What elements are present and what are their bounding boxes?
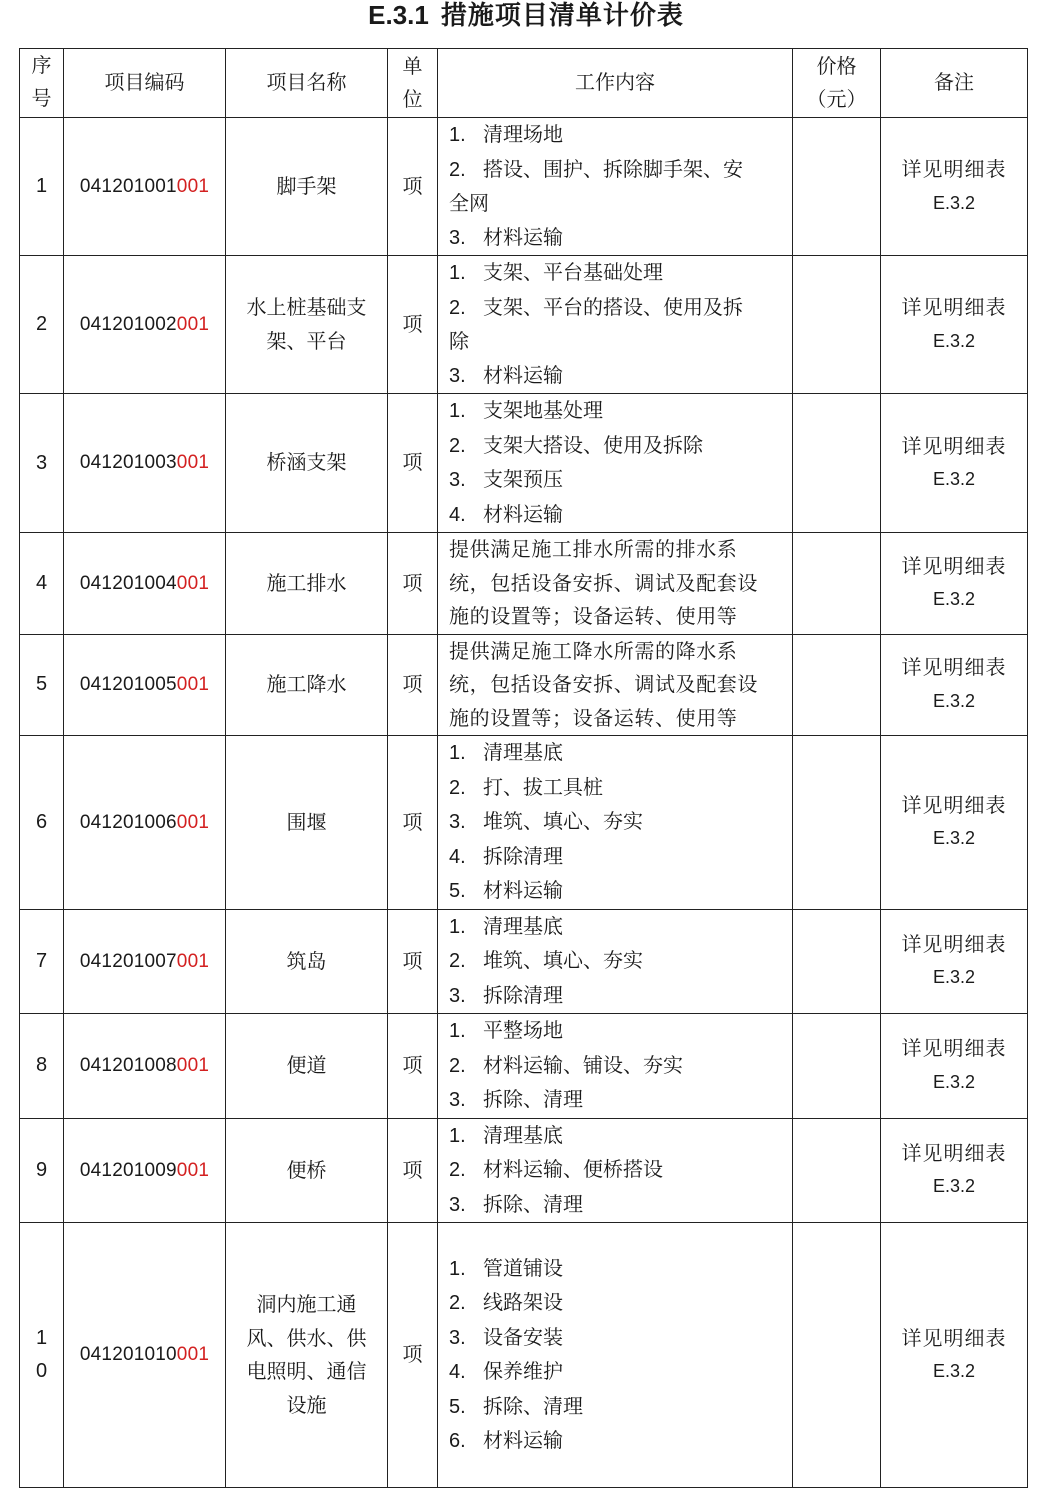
row-name: [226, 256, 388, 394]
work-item-number: 2.: [449, 296, 466, 319]
code-base: 041201004: [79, 572, 177, 594]
work-item: [449, 221, 784, 256]
work-item-text: 材料运输、铺设、夯实: [483, 1052, 683, 1077]
row-unit: 项: [388, 256, 438, 394]
header-seq: 序 号: [20, 49, 64, 118]
work-item: [449, 840, 784, 875]
work-item-number: 1.: [449, 1020, 466, 1042]
work-item-number: 2.: [449, 158, 466, 181]
work-item: [449, 736, 784, 771]
code-suffix: 001: [176, 572, 210, 594]
row-unit: 项: [388, 118, 438, 256]
note-label: 详见明细表: [901, 1140, 1007, 1165]
code-base: 041201005: [79, 674, 177, 695]
work-item-number: 2.: [449, 950, 466, 972]
work-item-text: 拆除、清理: [483, 1191, 583, 1216]
work-item-number: 1.: [449, 1124, 466, 1147]
work-item: [449, 118, 784, 153]
row-note: [881, 1118, 1028, 1223]
name-line: 架、平台: [266, 328, 347, 353]
work-item-number: 1.: [449, 915, 466, 938]
note-ref: E.3.2: [932, 469, 976, 489]
note-ref: E.3.2: [932, 967, 976, 988]
row-seq: [20, 634, 64, 736]
row-name: [226, 533, 388, 635]
work-item-text: 支架、平台的搭设、使用及拆: [483, 294, 743, 319]
work-item: [449, 979, 784, 1014]
work-item-number: 3.: [449, 984, 466, 1007]
row-seq: [20, 394, 64, 533]
code-suffix: 001: [176, 175, 210, 197]
work-item-text: 清理场地: [483, 122, 563, 146]
work-item: [449, 429, 784, 464]
note-ref: E.3.2: [932, 192, 976, 213]
work-item: [449, 1014, 784, 1049]
work-item-number: 5.: [449, 880, 466, 902]
work-paragraph-line: 统，包括设备安拆、调试及配套设: [449, 570, 758, 595]
row-code: [64, 533, 226, 635]
work-item: [449, 944, 784, 979]
work-item-text: 材料运输: [483, 878, 563, 902]
code-base: 041201007: [79, 950, 177, 972]
seq-digit: 0: [35, 1360, 48, 1382]
code-base: 041201001: [79, 175, 177, 197]
work-item-number: 3.: [449, 226, 466, 249]
row-seq: [20, 1014, 64, 1119]
work-item-text: 平整场地: [483, 1018, 563, 1042]
code-base: 041201006: [79, 811, 177, 833]
code-suffix: 001: [176, 1055, 210, 1076]
note-ref: E.3.2: [932, 1071, 976, 1092]
row-price[interactable]: [793, 909, 881, 1014]
row-unit: 项: [388, 909, 438, 1014]
row-name: [226, 1118, 388, 1223]
name-line: 洞内施工通: [256, 1292, 357, 1316]
header-name: 项目名称: [226, 49, 388, 118]
name-line: 水上桩基础支: [246, 295, 367, 319]
name-line: 便道: [286, 1053, 327, 1077]
row-note: [881, 736, 1028, 910]
work-item: [449, 291, 784, 326]
row-work: [438, 1118, 793, 1223]
work-item: [449, 1424, 784, 1459]
name-line: 便桥: [286, 1157, 327, 1182]
code-suffix: 001: [176, 452, 210, 474]
work-item-text: 拆除、清理: [483, 1087, 583, 1111]
work-item: [449, 1321, 784, 1356]
row-price[interactable]: [793, 634, 881, 736]
work-item: [449, 1049, 784, 1084]
note-label: 详见明细表: [901, 1036, 1007, 1061]
row-price[interactable]: [793, 1223, 881, 1488]
work-item: [449, 1390, 784, 1425]
row-note: [881, 394, 1028, 533]
row-price[interactable]: [793, 256, 881, 394]
work-item-text: 保养维护: [483, 1359, 563, 1383]
title-text: 措施项目清单计价表: [440, 1, 684, 31]
row-work: [438, 736, 793, 910]
seq-digit: 4: [35, 571, 48, 594]
work-item-text: 拆除清理: [483, 843, 563, 868]
row-code: [64, 736, 226, 910]
row-unit: 项: [388, 634, 438, 736]
row-unit: 项: [388, 394, 438, 533]
row-price[interactable]: [793, 118, 881, 256]
work-item-text: 设备安装: [483, 1324, 563, 1349]
row-unit: 项: [388, 1118, 438, 1223]
name-line: 施工排水: [266, 570, 347, 595]
work-item-text: 支架大搭设、使用及拆除: [483, 432, 703, 457]
seq-digit: 8: [35, 1054, 48, 1077]
name-line: 筑岛: [286, 948, 327, 973]
work-item-text: 搭设、围护、拆除脚手架、安: [483, 156, 743, 181]
row-code: [64, 909, 226, 1014]
work-item-text: 清理基底: [483, 740, 563, 764]
note-label: 详见明细表: [901, 433, 1007, 458]
note-ref: E.3.2: [932, 828, 976, 849]
code-suffix: 001: [176, 1159, 210, 1181]
work-paragraph-line: 提供满足施工降水所需的降水系: [449, 638, 738, 663]
row-note: [881, 1223, 1028, 1488]
work-item-number: 2.: [449, 1292, 466, 1314]
work-item: [449, 1252, 784, 1287]
work-item-text: 材料运输: [483, 1428, 563, 1452]
note-ref: E.3.2: [932, 589, 976, 610]
note-ref: E.3.2: [932, 330, 976, 351]
table-row: [20, 256, 1028, 394]
work-item: [449, 771, 784, 806]
code-suffix: 001: [176, 811, 210, 833]
row-name: [226, 634, 388, 736]
work-item: [449, 359, 784, 394]
work-item: [449, 1188, 784, 1223]
work-item-text: 材料运输、便桥搭设: [483, 1157, 663, 1181]
work-item-text: 全网: [449, 191, 489, 215]
work-item: [449, 394, 784, 429]
seq-digit: 1: [35, 175, 48, 197]
row-work: [438, 394, 793, 533]
work-item-number: 4.: [449, 845, 466, 868]
row-work: [438, 1223, 793, 1488]
note-label: 详见明细表: [901, 295, 1007, 319]
seq-digit: 6: [35, 810, 48, 833]
work-item-number: 4.: [449, 1361, 466, 1383]
row-price[interactable]: [793, 533, 881, 635]
work-item-number: 1.: [449, 742, 466, 764]
work-item: [449, 805, 784, 840]
code-base: 041201002: [79, 313, 177, 335]
work-item-number: 6.: [449, 1430, 466, 1452]
table-row: [20, 1118, 1028, 1223]
work-item-text: 清理基底: [483, 913, 563, 938]
name-line: 围堰: [286, 809, 327, 834]
seq-digit: 3: [35, 451, 48, 474]
name-line: 桥涵支架: [266, 450, 347, 475]
row-work: [438, 118, 793, 256]
row-price[interactable]: [793, 736, 881, 910]
work-item-number: 2.: [449, 1159, 466, 1181]
row-price[interactable]: [793, 1014, 881, 1119]
code-suffix: 001: [176, 674, 210, 695]
note-label: 详见明细表: [901, 1325, 1007, 1350]
row-seq: [20, 1118, 64, 1223]
header-code: 项目编码: [64, 49, 226, 118]
name-line: 电照明、通信: [246, 1359, 367, 1383]
work-item-text: 拆除、清理: [483, 1393, 583, 1418]
row-seq: [20, 118, 64, 256]
work-item-number: 1.: [449, 124, 466, 146]
work-item-number: 3.: [449, 1089, 466, 1111]
row-work: [438, 1014, 793, 1119]
row-note: [881, 256, 1028, 394]
table-row: [20, 1014, 1028, 1119]
work-item-text: 除: [449, 329, 469, 353]
seq-digit: 9: [35, 1158, 48, 1181]
work-item-number: 1.: [449, 262, 466, 284]
table-row: [20, 118, 1028, 256]
row-note: [881, 533, 1028, 635]
seq-digit: 5: [35, 673, 48, 696]
work-item-number: 3.: [449, 469, 466, 491]
row-price[interactable]: [793, 1118, 881, 1223]
header-note: 备注: [881, 49, 1028, 118]
row-code: [64, 256, 226, 394]
work-item: [449, 910, 784, 945]
row-name: [226, 394, 388, 533]
row-code: [64, 1014, 226, 1119]
work-paragraph-line: 提供满足施工排水所需的排水系: [449, 537, 738, 561]
header-work: 工作内容: [438, 49, 793, 118]
code-suffix: 001: [176, 950, 210, 972]
row-seq: [20, 256, 64, 394]
work-item-text: 材料运输: [483, 224, 563, 249]
seq-digit: 7: [35, 949, 48, 972]
name-line: 风、供水、供: [246, 1325, 367, 1350]
work-item-number: 1.: [449, 1257, 466, 1280]
note-label: 详见明细表: [901, 931, 1007, 956]
work-item-text: 支架预压: [483, 467, 563, 491]
work-item: [449, 1119, 784, 1154]
work-item-number: 3.: [449, 811, 466, 833]
row-unit: 项: [388, 533, 438, 635]
header-price: 价格 （元）: [793, 49, 881, 118]
row-code: [64, 1223, 226, 1488]
work-item: [449, 463, 784, 498]
row-name: [226, 118, 388, 256]
work-item: [449, 1153, 784, 1188]
work-item-text: 打、拔工具桩: [483, 774, 603, 799]
note-label: 详见明细表: [901, 553, 1007, 578]
row-name: [226, 736, 388, 910]
work-item-number: 2.: [449, 434, 466, 457]
row-unit: 项: [388, 1014, 438, 1119]
row-unit: 项: [388, 1223, 438, 1488]
row-seq: [20, 736, 64, 910]
work-item-text: 材料运输: [483, 362, 563, 387]
work-item-number: 3.: [449, 1326, 466, 1349]
table-row: [20, 533, 1028, 635]
note-label: 详见明细表: [901, 792, 1007, 817]
row-work: [438, 909, 793, 1014]
work-item-text: 支架地基处理: [483, 398, 603, 422]
work-paragraph-line: 施的设置等；设备运转、使用等: [449, 705, 738, 730]
row-note: [881, 634, 1028, 736]
name-line: 脚手架: [276, 173, 337, 198]
work-item: [449, 325, 784, 359]
title-number: E.3.1: [368, 0, 429, 30]
row-note: [881, 909, 1028, 1014]
work-item-text: 堆筑、填心、夯实: [483, 948, 643, 972]
table-row: [20, 634, 1028, 736]
note-ref: E.3.2: [932, 1361, 976, 1381]
table-header-row: [20, 49, 1028, 118]
code-base: 041201010: [79, 1344, 177, 1366]
row-note: [881, 118, 1028, 256]
row-code: [64, 118, 226, 256]
code-suffix: 001: [176, 313, 210, 335]
name-line: 设施: [286, 1392, 327, 1417]
row-name: [226, 1014, 388, 1119]
row-unit: 项: [388, 736, 438, 910]
page-title: [0, 0, 1052, 34]
row-seq: [20, 1223, 64, 1488]
row-work: [438, 256, 793, 394]
work-item-text: 堆筑、填心、夯实: [483, 809, 643, 833]
code-base: 041201008: [79, 1055, 177, 1076]
table-row: [20, 394, 1028, 533]
seq-digit: 2: [35, 313, 48, 335]
code-base: 041201009: [79, 1159, 177, 1181]
work-item-text: 材料运输: [483, 501, 563, 526]
code-suffix: 001: [176, 1344, 210, 1366]
work-item-text: 管道铺设: [483, 1255, 563, 1280]
work-item-number: 4.: [449, 503, 466, 526]
work-item-number: 3.: [449, 364, 466, 387]
row-work: [438, 634, 793, 736]
row-note: [881, 1014, 1028, 1119]
row-seq: [20, 533, 64, 635]
name-line: 施工降水: [266, 672, 347, 696]
work-item-number: 1.: [449, 400, 466, 422]
work-paragraph-line: 统，包括设备安拆、调试及配套设: [449, 672, 758, 696]
code-base: 041201003: [79, 452, 177, 474]
table-row: [20, 736, 1028, 910]
row-price[interactable]: [793, 394, 881, 533]
header-unit: 单 位: [388, 49, 438, 118]
note-label: 详见明细表: [901, 655, 1007, 680]
row-code: [64, 634, 226, 736]
seq-digit: 1: [35, 1327, 48, 1349]
work-item: [449, 498, 784, 533]
work-item: [449, 1355, 784, 1390]
row-name: [226, 1223, 388, 1488]
work-item-text: 线路架设: [483, 1290, 563, 1314]
row-name: [226, 909, 388, 1014]
note-ref: E.3.2: [932, 690, 976, 711]
table-row: [20, 909, 1028, 1014]
row-code: [64, 394, 226, 533]
work-item: [449, 1083, 784, 1118]
work-item: [449, 256, 784, 291]
work-item-text: 拆除清理: [483, 982, 563, 1007]
work-item-number: 5.: [449, 1395, 466, 1418]
row-seq: [20, 909, 64, 1014]
work-item: [449, 187, 784, 221]
work-item: [449, 1286, 784, 1321]
measures-pricing-table: [19, 48, 1028, 1488]
work-item: [449, 153, 784, 188]
row-work: [438, 533, 793, 635]
row-code: [64, 1118, 226, 1223]
work-item-text: 支架、平台基础处理: [483, 260, 663, 284]
note-ref: E.3.2: [932, 1176, 976, 1197]
work-item-number: 2.: [449, 776, 466, 799]
work-paragraph-line: 施的设置等；设备运转、使用等: [449, 604, 738, 628]
note-label: 详见明细表: [901, 157, 1007, 181]
work-item-text: 清理基底: [483, 1122, 563, 1147]
work-item: [449, 874, 784, 909]
work-item-number: 2.: [449, 1054, 466, 1077]
table-row: [20, 1223, 1028, 1488]
work-item-number: 3.: [449, 1193, 466, 1216]
